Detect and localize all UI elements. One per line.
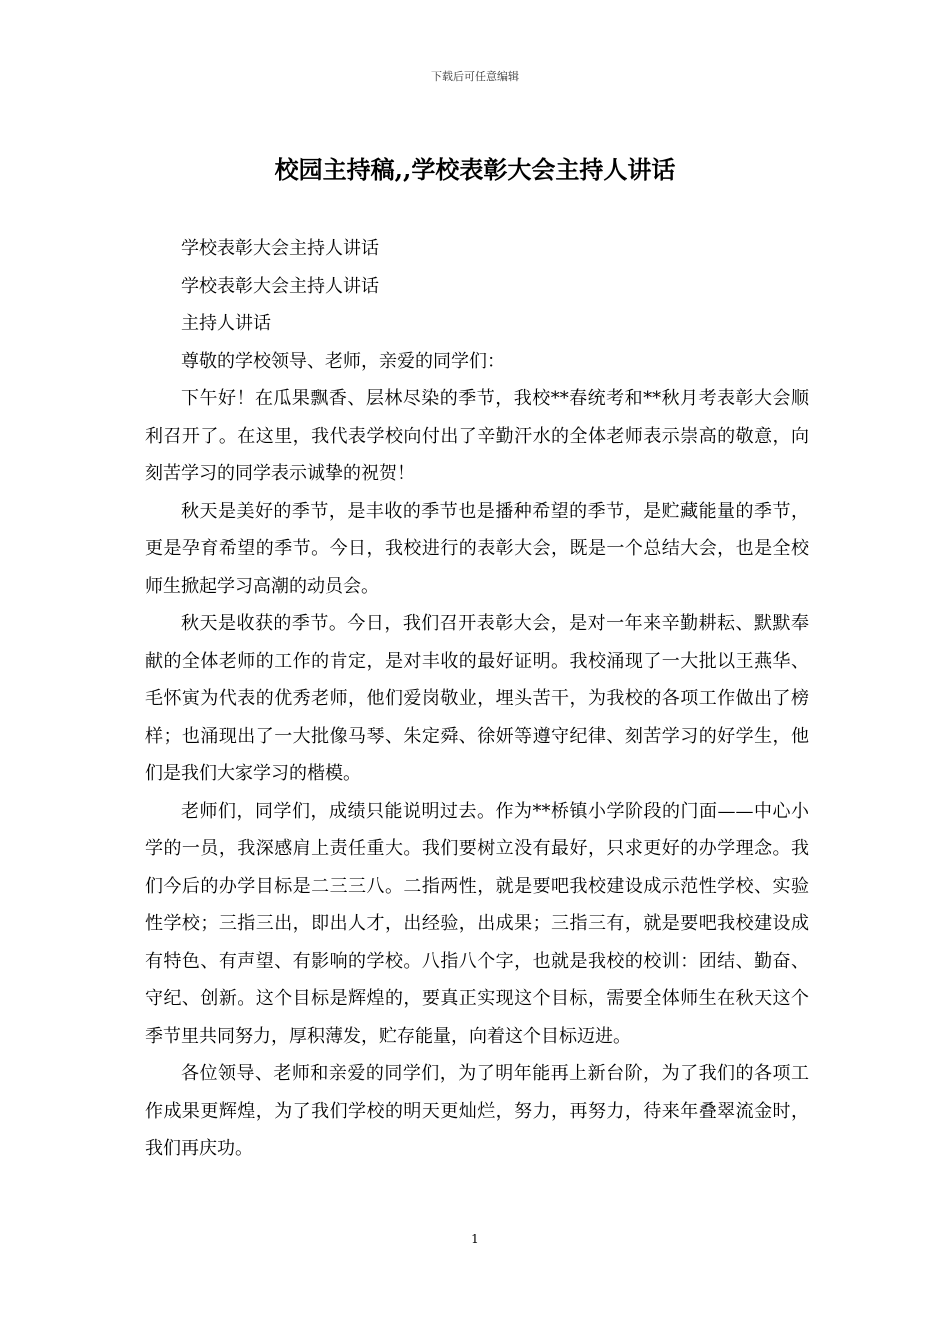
paragraph: 秋天是美好的季节，是丰收的季节也是播种希望的季节，是贮藏能量的季节，更是孕育希望的季节。今日，我校进行的表彰大会，既是一个总结大会，也是全校师生掀起学习高潮的动员会。	[145, 500, 809, 597]
document-title: 校园主持稿,,学校表彰大会主持人讲话	[274, 155, 676, 184]
salutation: 尊敬的学校领导、老师，亲爱的同学们：	[181, 350, 505, 372]
paragraph: 下午好！在瓜果飘香、层林尽染的季节，我校**春统考和**秋月考表彰大会顺利召开了。在这里，我代表学校向付出了辛勤汗水的全体老师表示崇高的敬意，向刻苦学习的同学表示诚挚的祝贺！	[145, 388, 809, 484]
document-body	[145, 230, 809, 1168]
paragraph: 各位领导、老师和亲爱的同学们，为了明年能再上新台阶，为了我们的各项工作成果更辉煌，为了我们学校的明天更灿烂，努力，再努力，待来年叠翠流金时，我们再庆功。	[145, 1063, 809, 1159]
paragraph: 主持人讲话	[181, 313, 271, 334]
header-note: 下载后可任意编辑	[431, 70, 519, 83]
page-number: 1	[471, 1232, 479, 1246]
paragraph: 老师们，同学们，成绩只能说明过去。作为**桥镇小学阶段的门面——中心小学的一员，我深感肩上责任重大。我们要树立没有最好，只求更好的办学理念。我们今后的办学目标是二三三八。二指两性，就是要吧我校建设成示范性学校、实验性学校；三指三出，即出人才，出经验，出成果；三指三有，就是要吧我校建设成有特色、有声望、有影响的学校。八指八个字，也就是我校的校训：团结、勤奋、守纪、创新。这个目标是辉煌的，要真正实现这个目标，需要全体师生在秋天这个季节里共同努力，厚积薄发，贮存能量，向着这个目标迈进。	[145, 800, 809, 1047]
paragraph: 秋天是收获的季节。今日，我们召开表彰大会，是对一年来辛勤耕耘、默默奉献的全体老师的工作的肯定，是对丰收的最好证明。我校涌现了一大批以王燕华、毛怀寅为代表的优秀老师，他们爱岗敬业，埋头苦干，为我校的各项工作做出了榜样；也涌现出了一大批像马琴、朱定舜、徐妍等遵守纪律、刻苦学习的好学生，他们是我们大家学习的楷模。	[145, 613, 809, 784]
paragraph: 学校表彰大会主持人讲话	[181, 238, 379, 259]
paragraph: 学校表彰大会主持人讲话	[181, 275, 379, 297]
